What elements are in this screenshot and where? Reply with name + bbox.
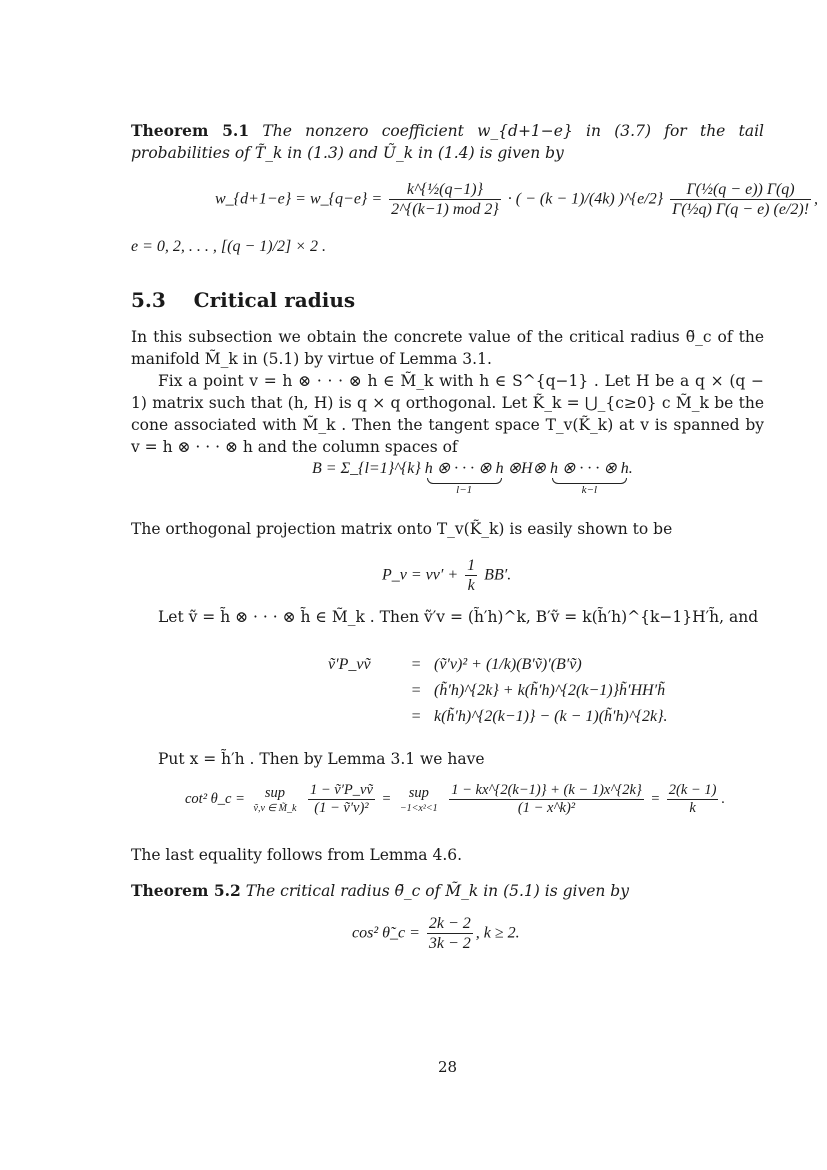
equation-p bbox=[382, 556, 511, 595]
theorem-5-1-label: Theorem 5.1 bbox=[131, 121, 250, 140]
aligned-row-1-rhs: (ṽ′v)² + (1/k)(B′ṽ)′(B′ṽ) bbox=[434, 656, 582, 673]
section-title: Critical radius bbox=[193, 288, 356, 312]
equation-cot-frac1 bbox=[308, 782, 375, 818]
aligned-row-2-rhs: (h̃′h)^{2k} + k(h̃′h)^{2(k−1)}h̃′HH′h̃ bbox=[434, 682, 666, 699]
aligned-row-2 bbox=[328, 678, 668, 704]
equation-w-frac2-num: Γ(½(q − e)) Γ(q) bbox=[670, 180, 811, 200]
equation-b-lhs: B = Σ_{l=1}^{k} bbox=[312, 460, 421, 477]
theorem-5-1-text: The nonzero coefficient w_{d+1−e} in (3.7) for the tail probabilities of T̃_k in (1.3) and Ũ_k in (1.4) is given by bbox=[131, 122, 764, 162]
equation-cot bbox=[185, 782, 725, 818]
equation-cot-frac2-num: 1 − kx^{2(k−1)} + (k − 1)x^{2k} bbox=[449, 782, 644, 800]
equation-cot-frac3 bbox=[667, 782, 719, 818]
e-range: e = 0, 2, . . . , [(q − 1)/2] × 2 . bbox=[131, 238, 327, 255]
equation-cot-frac2 bbox=[449, 782, 644, 818]
aligned-row-3-rhs: k(h̃′h)^{2(k−1)} − (k − 1)(h̃′h)^{2k}. bbox=[434, 708, 668, 725]
paragraph-2: Fix a point v = h ⊗ · · · ⊗ h ∈ M̃_k with h ∈ S^{q−1} . Let H be a q × (q − 1) matrix such that (h, H) is q × q orthogonal. Let K̃_k = ⋃_{c≥0} c M̃_k be the cone associated with M̃_k . Then the tangent space T_v(K̃_k) at v is spanned by v = h ⊗ · · · ⊗ h and the column spaces of bbox=[131, 372, 764, 456]
theorem-5-2 bbox=[131, 880, 764, 902]
section-number: 5.3 bbox=[131, 288, 166, 312]
section-heading bbox=[131, 288, 355, 312]
equation-p-rhs: BB′. bbox=[484, 566, 512, 584]
equation-cot-frac1-den: (1 − ṽ′v)² bbox=[314, 800, 369, 817]
equation-cos-frac-den: 3k − 2 bbox=[428, 935, 471, 953]
equation-p-frac-den: k bbox=[467, 577, 475, 595]
equation-w-frac1-num: k^{½(q−1)} bbox=[389, 180, 501, 200]
equation-w-frac1-den: 2^{(k−1) mod 2} bbox=[391, 201, 499, 219]
equation-p-lhs: P_v = vv′ + bbox=[382, 566, 459, 584]
equation-b-mid: ⊗H⊗ bbox=[507, 460, 546, 477]
equation-b-left-group bbox=[425, 458, 504, 496]
equation-p-frac-num: 1 bbox=[465, 556, 477, 576]
equation-cot-eq2: = bbox=[650, 791, 661, 808]
equation-b-left-group-text: h ⊗ · · · ⊗ h bbox=[424, 460, 504, 477]
equation-cot-tail: . bbox=[721, 791, 726, 808]
equation-cot-sup2 bbox=[398, 785, 440, 814]
equation-w-frac1 bbox=[389, 180, 501, 219]
equation-cot-frac1-num: 1 − ṽ′P_vṽ bbox=[308, 782, 375, 800]
equation-cot-frac3-num: 2(k − 1) bbox=[667, 782, 719, 800]
equation-cot-sup2-sub: −1<x²<1 bbox=[399, 802, 438, 814]
aligned-row-1-op: = bbox=[410, 656, 422, 673]
equation-b-tail: . bbox=[628, 460, 633, 477]
equation-cot-frac2-den: (1 − x^k)² bbox=[517, 800, 576, 817]
equation-w-frac2 bbox=[670, 180, 811, 219]
equation-cos-frac-num: 2k − 2 bbox=[427, 914, 473, 934]
aligned-row-1-lhs: ṽ′P_vṽ bbox=[328, 656, 371, 673]
equation-cos-tail: , k ≥ 2. bbox=[475, 924, 520, 942]
equation-p-frac bbox=[465, 556, 477, 595]
aligned-row-3-op: = bbox=[410, 708, 422, 725]
equation-w-lhs: w_{d+1−e} = w_{q−e} = bbox=[215, 190, 383, 208]
paragraph-4: Let ṽ = h̃ ⊗ · · · ⊗ h̃ ∈ M̃_k . Then ṽ′v = (h̃′h)^k, B′ṽ = k(h̃′h)^{k−1}H′h̃, and bbox=[158, 608, 759, 626]
equation-b-right-group-text: h ⊗ · · · ⊗ h bbox=[549, 460, 629, 477]
equation-cot-sup1-word: sup bbox=[264, 785, 286, 802]
equation-cot-sup2-word: sup bbox=[408, 785, 429, 802]
paragraph-5: Put x = h̃′h . Then by Lemma 3.1 we have bbox=[158, 750, 485, 768]
page-number: 28 bbox=[438, 1058, 458, 1076]
theorem-5-1 bbox=[131, 120, 764, 164]
equation-b-left-label: l−1 bbox=[456, 484, 473, 496]
aligned-equations bbox=[328, 652, 668, 730]
paragraph-6: The last equality follows from Lemma 4.6. bbox=[131, 846, 463, 864]
equation-w-tail: , bbox=[814, 190, 819, 208]
theorem-5-2-text: The critical radius θ̃_c of M̃_k in (5.1) is given by bbox=[245, 882, 629, 900]
equation-b-right-label: k−l bbox=[581, 484, 598, 496]
equation-cos-frac bbox=[427, 914, 473, 953]
equation-w bbox=[215, 180, 818, 219]
equation-b-right-group bbox=[550, 458, 629, 496]
paragraph-3: The orthogonal projection matrix onto T_v(K̃_k) is easily shown to be bbox=[131, 520, 673, 538]
equation-cos-lhs: cos² θ̃_c = bbox=[352, 924, 420, 942]
equation-cot-frac3-den: k bbox=[689, 800, 696, 817]
aligned-row-1 bbox=[328, 652, 668, 678]
equation-cot-sup1-sub: ṽ,v ∈ M̃_k bbox=[253, 802, 297, 814]
equation-cos bbox=[352, 914, 520, 953]
equation-b bbox=[312, 458, 633, 496]
equation-cot-eq: = bbox=[381, 791, 392, 808]
theorem-5-2-label: Theorem 5.2 bbox=[131, 881, 241, 900]
aligned-row-2-op: = bbox=[410, 682, 422, 699]
paragraph-1: In this subsection we obtain the concrete value of the critical radius θ̃_c of the manifold M̃_k in (5.1) by virtue of Lemma 3.1. bbox=[131, 328, 764, 368]
equation-cot-lhs: cot² θ_c = bbox=[185, 791, 245, 808]
equation-w-frac2-den: Γ(½q) Γ(q − e) (e/2)! bbox=[672, 201, 810, 219]
equation-w-middle: · ( − (k − 1)/(4k) )^{e/2} bbox=[507, 190, 664, 208]
aligned-row-3 bbox=[328, 704, 668, 730]
equation-cot-sup1 bbox=[252, 785, 299, 814]
